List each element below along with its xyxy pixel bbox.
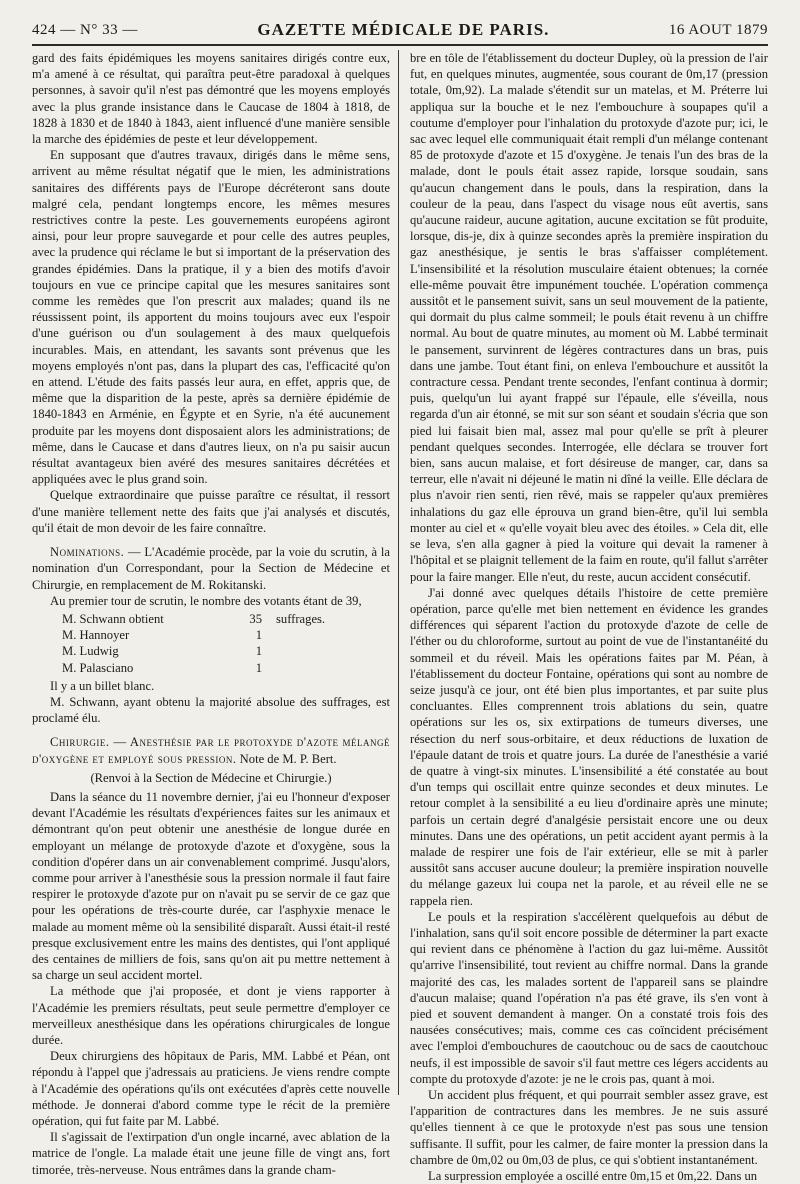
page-header xyxy=(32,18,768,42)
vote-row: M. Schwann obtient 35 suffrages. xyxy=(62,611,326,626)
paragraph: Dans la séance du 11 novembre dernier, j'ai eu l'honneur d'exposer devant l'Académie les résultats d'expériences faites sur les animaux et démontrant qu'on peut obtenir une anesthésie de longue durée en employant un mélange de protoxyde d'azote et d'oxygène, sous la condition d'opérer dans un air convenablement comprimé. Jusqu'alors, comme pour arriver à l'anesthésie sous la pression normale il faut faire respirer le protoxyde d'azote pur on n'avait pu se servir de ce gaz que pour les opérations de très-courte durée, car l'asphyxie menace le malade au moment même où la sensibilité disparaît. Aussi était-il resté presque exclusivement entre les mains des dentistes, qui l'ont appliqué des centaines de milliers de fois, sans qu'on ait pu mettre nettement à sa charge un seul accident mortel. xyxy=(32,789,390,983)
paragraph: Il s'agissait de l'extirpation d'un ongle incarné, avec ablation de la matrice de l'ongle. La malade était une jeune fille de vingt ans, fort timorée, très-nerveuse. Nous entrâmes dans la grande cham- xyxy=(32,1130,390,1177)
right-column xyxy=(410,50,768,1184)
chirurgie-paragraph xyxy=(32,734,390,766)
renvoi: (Renvoi à la Section de Médecine et Chirurgie.) xyxy=(90,770,332,785)
paragraph: Quelque extraordinaire que puisse paraître ce résultat, il ressort d'une manière tellement nette des faits que j'ai analysés et discutés, qu'il était de mon devoir de les faire connaître. xyxy=(32,488,390,535)
column-divider xyxy=(398,50,399,1095)
chirurgie-heading: Chirurgie. — Anesthésie par le protoxyde d'azote mélangé d'oxygène et employé sous pression. xyxy=(32,735,390,766)
page-number: 424 — N° 33 — xyxy=(32,21,138,38)
vote-list xyxy=(62,611,390,676)
paragraph: gard des faits épidémiques les moyens sanitaires dirigés contre eux, m'a amené à ce résultat, qui paraîtra peut-être paradoxal à quelques personnes, à savoir qu'il n'est pas démontré que les moyens employés avec la plus grande insistance dans le Caucase de 1804 à 1818, de 1828 à 1830 et de 1840 à 1843, aient influencé d'une manière sensible la marche des épidémies de peste et leur développement. xyxy=(32,51,390,147)
vote-row: M. Ludwig 1 xyxy=(62,644,262,659)
paragraph: bre en tôle de l'établissement du docteur Dupley, où la pression de l'air fut, en quelques minutes, augmentée, sous courant de 0m,17 (pression totale, 0m,92). La malade s'étendit sur un matelas, et M. Préterre lui appliqua sur la bouche et le nez l'embouchure à soupapes qu'il a coutume d'employer pour l'inhalation du protoxyde d'azote pur; ici, le sac avec lequel elle communiquait était rempli d'un mélange contenant 85 de protoxyde d'azote et 15 d'oxygène. Je tenais l'un des bras de la malade, dont le pouls était assez rapide, lorsque soudain, sans qu'aucun changement dans le pouls, dans la respiration, dans la couleur de la peau, dans l'aspect du visage nous eût avertis, sans qu'aucune raideur, aucune agitation, aucune excitation se fût produite, lorsque, dis-je, dix à quinze secondes après la première inspiration du gaz anesthésique, je sentis le bras s'affaisser complétement. L'insensibilité et la résolution musculaire étaient obtenues; la cornée elle-même pouvait être impunément touchée. L'opération commença aussitôt et le pansement suivit, sans un seul mouvement de la patiente, qui dormait du plus calme sommeil; le pouls était revenu à un chiffre normal. Au bout de quatre minutes, au moment où M. Labbé terminait le pansement, survinrent de légères contractures dans un bras, puis dans une jambe. Tout étant fini, on enleva l'embouchure et aussitôt la contracture cessa. Pendant trente secondes, l'enfant continua à dormir; puis, quelqu'un lui ayant frappé sur l'épaule, elle s'éveilla, nous regarda d'un air étonné, se mit sur son séant et soudain s'écria que son pied lui faisait bien mal, assez mal pour qu'elle se prît à pleurer pendant quelques secondes. Interrogée, elle déclara se trouver fort bien, sans aucun malaise, et fort désireuse de manger, car, dans sa terreur, elle n'avait ni déjeuné le matin ni dîné la veille. Elle déclara de plus n'avoir rien senti, rien rêvé, mais se rappeler qu'aux premières inhalations du gaz elle éprouva un grand bien-être, qu'il lui sembla monter au ciel et « qu'elle voyait bleu avec des étoiles. » Cela dit, elle se leva, s'en alla gagner à pied la voiture qui devait la ramener à l'hôpital et se plaignit tellement de la faim en route, qu'il fallut s'arrêter pour la faire manger. Elle n'eut, du reste, aucun accident consécutif. xyxy=(410,51,768,584)
journal-title: GAZETTE MÉDICALE DE PARIS. xyxy=(257,20,550,39)
election-result: M. Schwann, ayant obtenu la majorité absolue des suffrages, est proclamé élu. xyxy=(32,694,390,726)
paragraph: J'ai donné avec quelques détails l'histoire de cette première opération, parce qu'elle met bien nettement en évidence les grandes différences qui séparent l'action du protoxyde d'azote de celle de l'éther ou du chloroforme, surtout au point de vue de l'instantanéité du sommeil et du réveil. Mais les opérations faites par M. Péan, à l'établissement du docteur Fontaine, opérations qui sont au nombre de seize jusqu'à ce jour, ont été bien plus importantes, et par suite plus concluantes. Elles comprennent trois ablations du sein, quatre opérations sur les os, six extirpations de tumeurs diverses, une résection du nerf sous-orbitaire, et deux réductions de luxation de l'épaule datant de trois et quatre jours. La durée de l'anesthésie a varié de quatre à vingt-six minutes. L'insensibilité a été constatée au bout d'un temps qui oscillait entre quinze secondes et deux minutes. Le retour complet à la sensibilité a eu lieu d'ordinaire après une minute; parfois un certain degré d'analgésie persistait encore une ou deux minutes. Dans une des opérations, un petit accident ayant permis à la malade de respirer une fois de l'air extérieur, elle se mit à parler aussitôt sans accuser aucune douleur; la première inspiration nouvelle du mélange gazeux lui coupa net la parole, et au réveil elle ne se rappela rien. xyxy=(410,585,768,908)
blank-ballot: Il y a un billet blanc. xyxy=(50,678,155,693)
paragraph: En supposant que d'autres travaux, dirigés dans le même sens, arrivent au même résultat négatif que le mien, les administrations sanitaires des différents pays de l'Europe décréteront sans doute malgré cela, pendant longtemps encore, les mêmes mesures restrictives contre la peste. Les gouvernements européens agiront ainsi, pour leur propre sauvegarde et pour celle des autres peuples, avec la prudence qui réclame le but si important de la préservation des grandes épidémies. Dans la pratique, il y a bien des motifs d'avoir toujours en vue ce principe capital que les mesures sanitaires sont comme les remèdes que l'on prescrit aux malades; quand ils ne réussissent point, ils apportent du moins toujours avec eux l'espoir d'une guérison ou d'un soulagement à des maux quelquefois incurables. Mais, en attendant, les savants sont prévenus que les moyens employés n'ont pas, dans la plupart des cas, l'efficacité qu'on en attend. L'étude des faits passés leur aura, en effet, appris que, de même que la disparition de la peste, après sa dernière épidémie de 1840-1843 en Arménie, en Égypte et en Syrie, n'a été aucunement produite par les moyens dont disposaient alors les administrations; de même, dans le Caucase et dans d'autres lieux, on n'a pu saisir aucun résultat avantageux bien avéré des mesures sanitaires décrétées et appliquées avec le plus grand soin. xyxy=(32,148,390,487)
issue-date: 16 AOUT 1879 xyxy=(668,21,768,38)
nominations-paragraph xyxy=(32,544,390,593)
chirurgie-note: Note de M. P. Bert. xyxy=(236,751,337,766)
paragraph: Un accident plus fréquent, et qui pourrait sembler assez grave, est l'apparition de contractures dans les membres. Je ne suis assuré qu'elles tiennent à ce que le protoxyde n'est pas sous une tension suffisante. Il suffit, pour les calmer, de faire monter la pression dans la chambre de 0m,02 ou 0m,03 de plus, ce qui s'obtient instantanément. xyxy=(410,1088,768,1167)
paragraph: La méthode que j'ai proposée, et dont je viens rapporter à l'Académie les premiers résultats, peut seule permettre d'employer ce merveilleux anesthésique dans les opérations chirurgicales de longue durée. xyxy=(32,984,390,1047)
nominations-heading: Nominations. xyxy=(50,545,125,560)
vote-intro: Au premier tour de scrutin, le nombre des votants étant de 39, xyxy=(50,593,362,608)
vote-row: M. Hannoyer 1 xyxy=(62,628,262,643)
paragraph: Le pouls et la respiration s'accélèrent quelquefois au début de l'inhalation, sans qu'il soit encore possible de déterminer la part exacte qui revient dans ce phénomène à l'action du gaz lui-même. Aussitôt qu'arrive l'insensibilité, tout revient au chiffre normal. Dans la grande majorité des cas, les malades sortent de l'appareil sans se plaindre d'aucun malaise; quand l'opération n'a pas été grave, ils s'en vont à pied et souvent demandent à manger. On a constaté trois fois des nausées consécutives; mais, comme ces cas coïncident précisément avec l'emploi d'embouchures de caoutchouc ou de sacs de caoutchouc neufs, il est impossible de savoir s'il faut mettre ces légers accidents au compte du protoxyde d'azote: je ne le crois pas, quant à moi. xyxy=(410,909,768,1086)
left-column xyxy=(32,50,390,1177)
paragraph: Deux chirurgiens des hôpitaux de Paris, MM. Labbé et Péan, ont répondu à l'appel que j'adressais au praticiens. Je viens rendre compte à l'Académie des opérations qu'ils ont exécutées d'après cette nouvelle méthode. Je donnerai d'abord comme type le récit de la première opération, qui fut faite par M. Labbé. xyxy=(32,1049,390,1128)
header-rule xyxy=(32,44,768,46)
nominations-text: — L'Académie procède, par la voie du scrutin, à la nomination d'un Correspondant, pour la Section de Médecine et Chirurgie, en remplacement de M. Rokitanski. xyxy=(32,545,390,592)
vote-row: M. Palasciano 1 xyxy=(62,660,262,675)
paragraph: La surpression employée a oscillé entre 0m,15 et 0m,22. Dans un xyxy=(428,1169,758,1184)
